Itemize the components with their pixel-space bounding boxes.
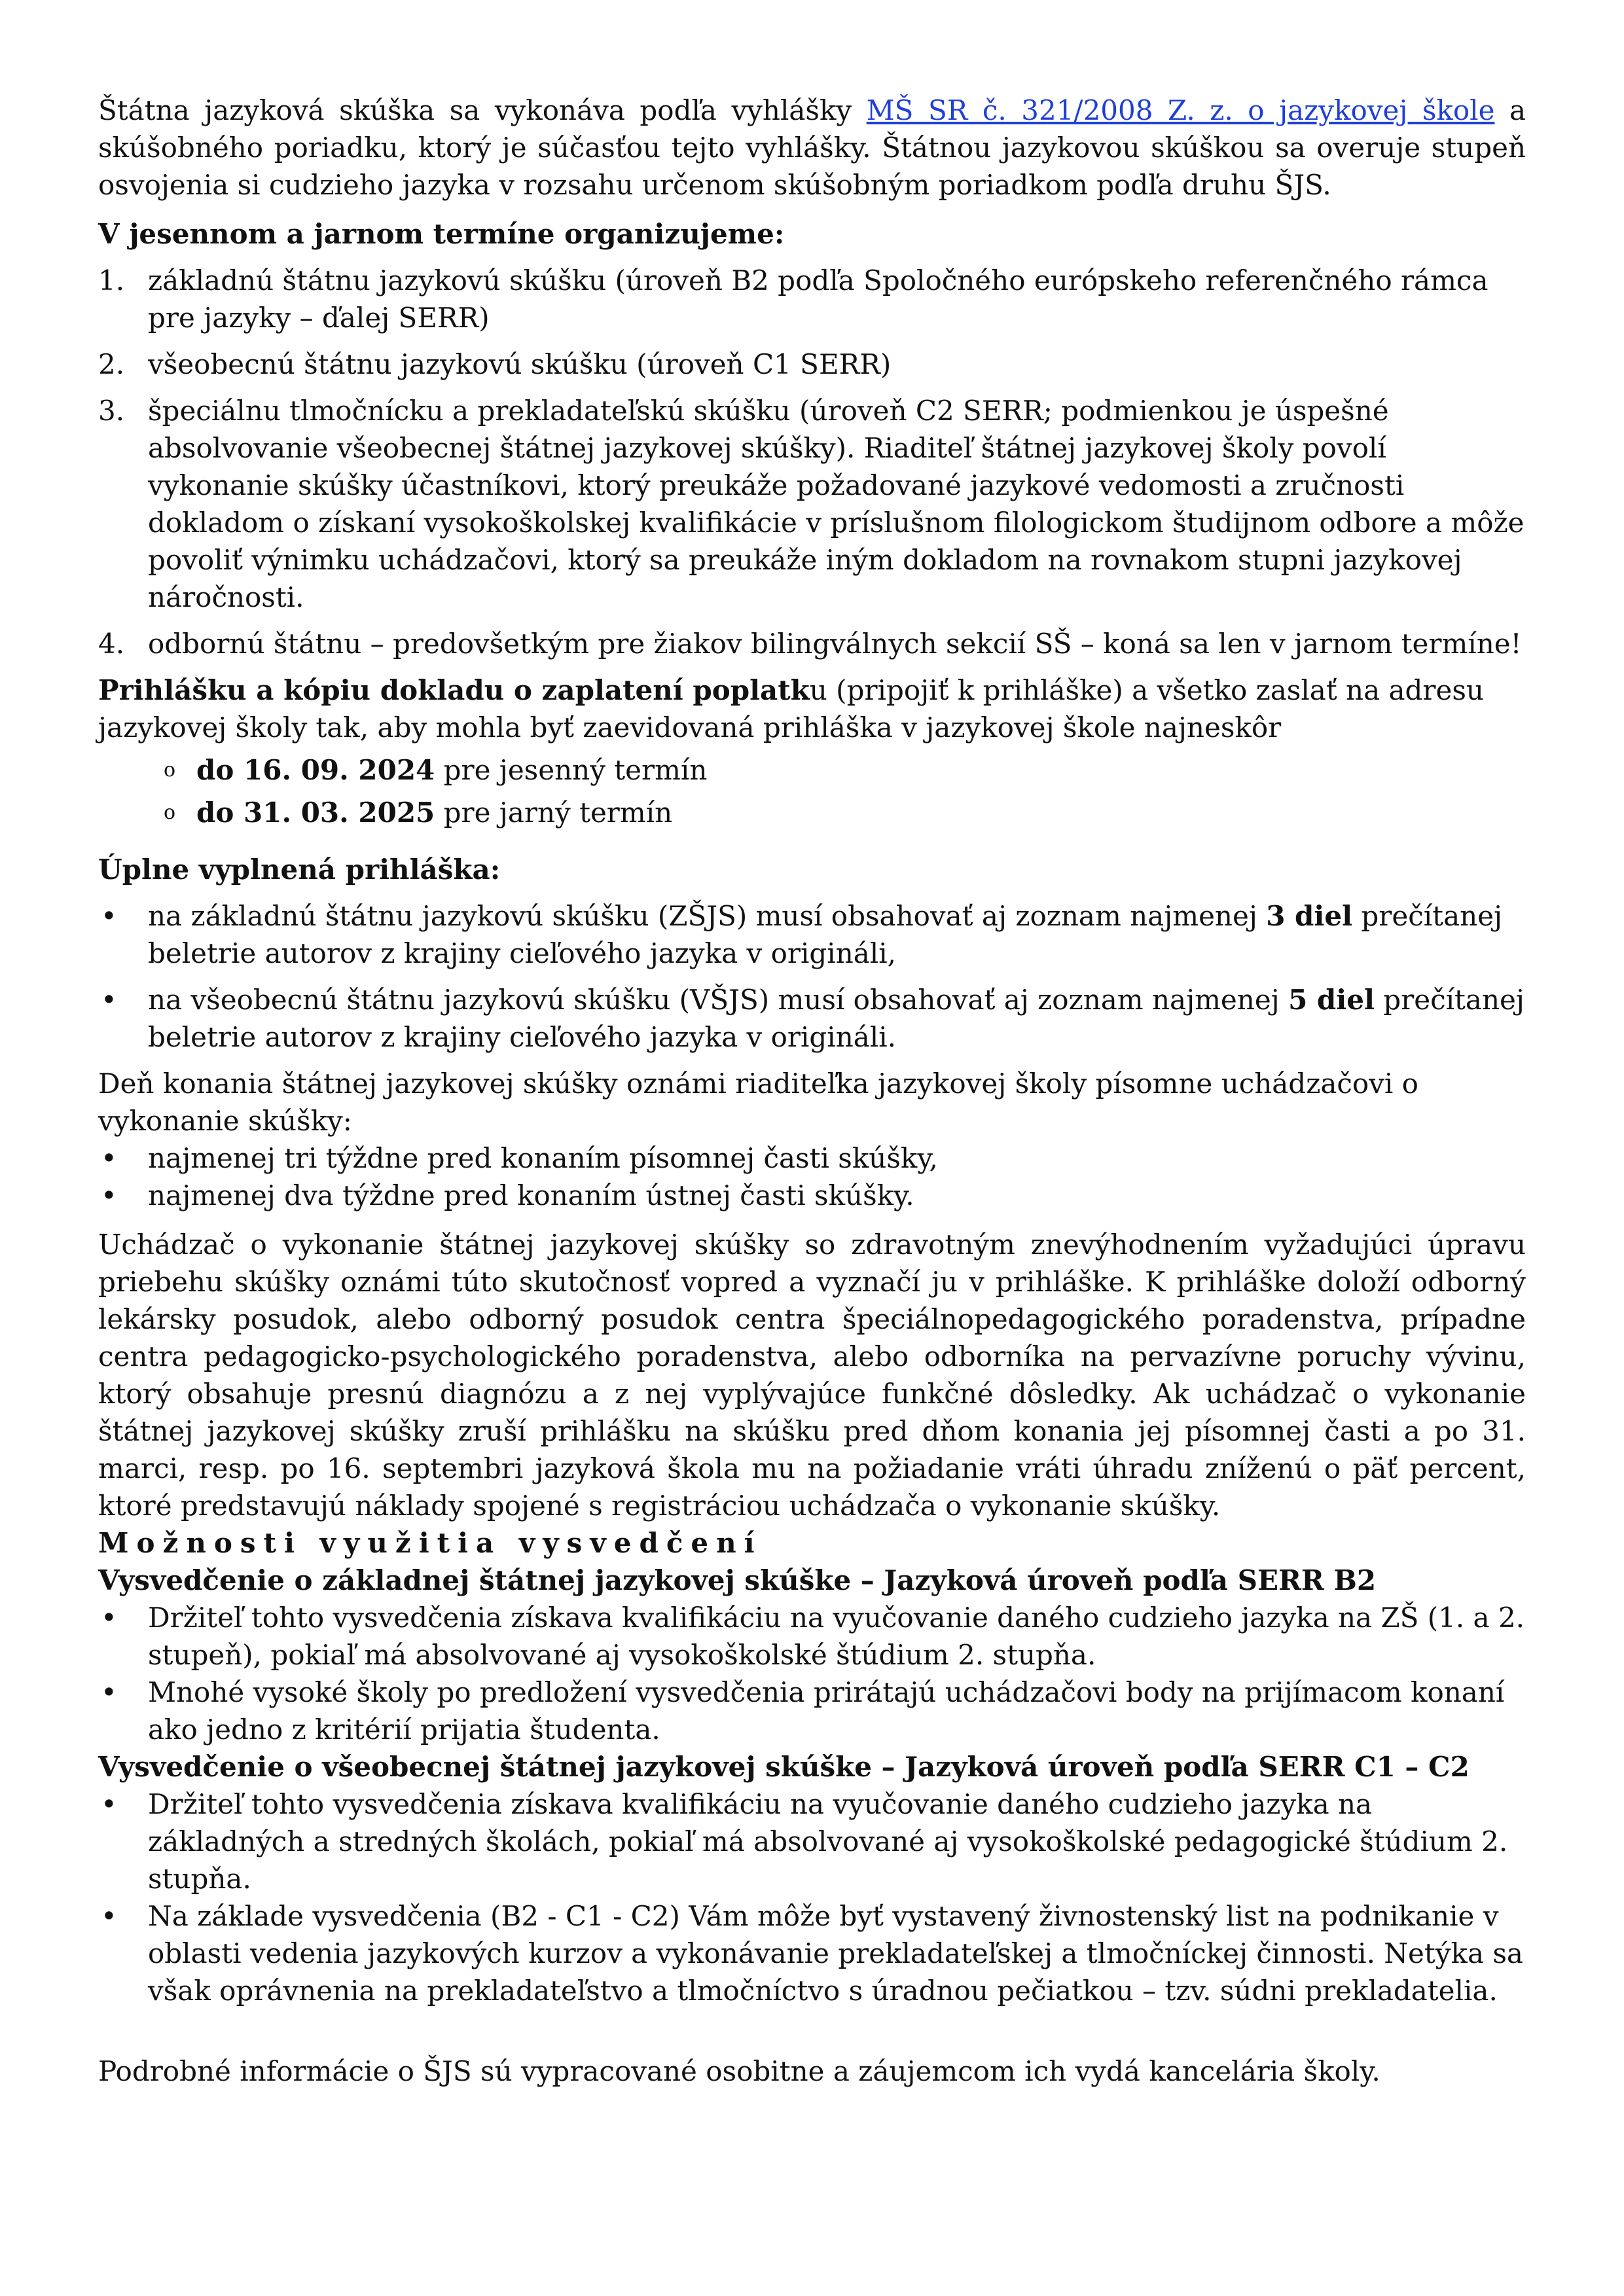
- list-item-text: najmenej dva týždne pred konaním ústnej časti skúšky.: [148, 1179, 914, 1211]
- deadline-item: [98, 794, 1526, 831]
- deadlines-list: [98, 751, 1526, 831]
- health-paragraph: Uchádzač o vykonanie štátnej jazykovej skúšky so zdravotným znevýhodnením vyžadujúci úpravu priebehu skúšky oznámi túto skutočnosť vopred a vyznačí ju v prihláške. K prihláške doloží odborný lekársky posudok, alebo odborný posudok centra špeciálnopedagogického poradenstva, prípadne centra pedagogicko-psychologického poradenstva, alebo odborníka na pervazívne poruchy vývinu, ktorý obsahuje presnú diagnózu a z nej vyplývajúce funkčné dôsledky. Ak uchádzač o vykonanie štátnej jazykovej skúšky zruší prihlášku na skúšku pred dňom konania jej písomnej časti a po 31. marci, resp. po 16. septembri jazyková škola mu na požiadanie vráti úhradu zníženú o päť percent, ktoré predstavujú náklady spojené s registráciou uchádzača o vykonanie skúšky.: [98, 1229, 1526, 1522]
- list-item-text: základnú štátnu jazykovú skúšku (úroveň B2 podľa Spoločného európskeho referenčného rámca pre jazyky – ďalej SERR): [148, 264, 1489, 334]
- list-number: 4.: [98, 628, 125, 660]
- list-item-text: Na základe vysvedčenia (B2 - C1 - C2) Vám môže byť vystavený živnostenský list na podnikanie v oblasti vedenia jazykových kurzov a vykonávanie prekladateľskej a tlmočníckej činnosti. Netýka sa však oprávnenia na prekladateľstvo a tlmočníctvo s úradnou pečiatkou – tzv. súdni prekladatelia.: [148, 1900, 1523, 2007]
- b2-heading: Vysvedčenie o základnej štátnej jazykovej skúške – Jazyková úroveň podľa SERR B2: [98, 1564, 1377, 1596]
- list-item-text: Mnohé vysoké školy po predložení vysvedčenia prirátajú uchádzačovi body na prijímacom konaní ako jedno z kritérií prijatia študenta.: [148, 1676, 1505, 1746]
- bullet-icon: •: [101, 984, 117, 1016]
- b2-list: [98, 1599, 1526, 1748]
- complete-heading: Úplne vyplnená prihláška:: [98, 853, 501, 886]
- c1-list: [98, 1785, 1526, 2009]
- bullet-icon: •: [101, 1900, 117, 1932]
- list-item: [98, 897, 1526, 972]
- deadline-date: do 31. 03. 2025: [196, 797, 435, 829]
- bullet-icon: •: [101, 1602, 117, 1634]
- list-item-text: prečítanej beletrie autorov z krajiny cieľového jazyka v origináli,: [148, 900, 1503, 969]
- list-item-text: odbornú štátnu – predovšetkým pre žiakov bilingválnych sekcií SŠ – koná sa len v jarnom termíne!: [148, 628, 1522, 660]
- exam-types-list: [98, 262, 1526, 662]
- application-bold: Prihlášku a kópiu dokladu o zaplatení poplatk: [98, 674, 810, 706]
- list-item-text: všeobecnú štátnu jazykovú skúšku (úroveň C1 SERR): [148, 348, 892, 380]
- deadline-item: [98, 751, 1526, 789]
- bullet-icon: •: [101, 1788, 117, 1820]
- list-item: [98, 1897, 1526, 2009]
- circle-bullet-icon: o: [164, 801, 176, 824]
- application-rest: u (pripojiť k prihláške) a všetko zaslať na adresu jazykovej školy tak, aby mohla byť zaevidovaná prihláška v jazykovej škole najneskôr: [98, 674, 1484, 744]
- c1-heading: Vysvedčenie o všeobecnej štátnej jazykovej skúške – Jazyková úroveň podľa SERR C1 – C2: [98, 1751, 1470, 1783]
- deadline-label: pre jesenný termín: [435, 754, 708, 786]
- list-item: [98, 625, 1526, 662]
- list-item: [98, 1785, 1526, 1897]
- list-item-text: najmenej tri týždne pred konaním písomnej časti skúšky,: [148, 1142, 938, 1174]
- circle-bullet-icon: o: [164, 759, 176, 781]
- list-item: [98, 1139, 1526, 1177]
- list-item: [98, 1177, 1526, 1214]
- list-item: [98, 262, 1526, 336]
- list-item-bold: 5 diel: [1288, 984, 1375, 1016]
- list-item-text: prečítanej beletrie autorov z krajiny cieľového jazyka v origináli.: [148, 984, 1525, 1053]
- usage-heading: Možnosti využitia vysvedčení: [98, 1527, 763, 1559]
- list-item: [98, 346, 1526, 383]
- intro-text-after: a skúšobného poriadku, ktorý je súčasťou tejto vyhlášky. Štátnou jazykovou skúškou sa overuje stupeň osvojenia si cudzieho jazyka v rozsahu určenom skúšobným poriadkom podľa druhu ŠJS.: [98, 94, 1526, 201]
- complete-application-list: [98, 897, 1526, 1056]
- announce-list: [98, 1139, 1526, 1214]
- terms-heading: V jesennom a jarnom termíne organizujeme:: [98, 218, 785, 250]
- intro-text-before: Štátna jazyková skúška sa vykonáva podľa vyhlášky: [98, 94, 867, 126]
- deadline-date: do 16. 09. 2024: [196, 754, 435, 786]
- list-item-text: na všeobecnú štátnu jazykovú skúšku (VŠJS) musí obsahovať aj zoznam najmenej: [148, 984, 1289, 1016]
- list-item-text: Držiteľ tohto vysvedčenia získava kvalifikáciu na vyučovanie daného cudzieho jazyka na základných a stredných školách, pokiaľ má absolvované aj vysokoškolské pedagogické štúdium 2. stupňa.: [148, 1788, 1508, 1895]
- intro-paragraph: [98, 92, 1526, 204]
- list-item: [98, 1674, 1526, 1748]
- announce-paragraph: Deň konania štátnej jazykovej skúšky oznámi riaditeľka jazykovej školy písomne uchádzačovi o vykonanie skúšky:: [98, 1067, 1418, 1137]
- list-item-text: Držiteľ tohto vysvedčenia získava kvalifikáciu na vyučovanie daného cudzieho jazyka na ZŠ (1. a 2. stupeň), pokiaľ má absolvované aj vysokoškolské štúdium 2. stupňa.: [148, 1602, 1525, 1671]
- deadline-label: pre jarný termín: [435, 797, 673, 829]
- bullet-icon: •: [101, 1142, 117, 1174]
- list-item-text: na základnú štátnu jazykovú skúšku (ZŠJS) musí obsahovať aj zoznam najmenej: [148, 900, 1267, 932]
- bullet-icon: •: [101, 900, 117, 932]
- application-paragraph: [98, 672, 1526, 746]
- list-number: 2.: [98, 348, 125, 380]
- list-item: [98, 1599, 1526, 1674]
- document-body: [98, 92, 1526, 2090]
- bullet-icon: •: [101, 1676, 117, 1708]
- footer-note: Podrobné informácie o ŠJS sú vypracované osobitne a záujemcom ich vydá kancelária školy.: [98, 2055, 1380, 2087]
- list-item-bold: 3 diel: [1266, 900, 1353, 932]
- list-item: [98, 392, 1526, 616]
- list-number: 1.: [98, 264, 125, 296]
- list-item: [98, 981, 1526, 1056]
- list-item-text: špeciálnu tlmočnícku a prekladateľskú skúšku (úroveň C2 SERR; podmienkou je úspešné absolvovanie všeobecnej štátnej jazykovej skúšky). Riaditeľ štátnej jazykovej školy povolí vykonanie skúšky účastníkovi, ktorý preukáže požadované jazykové vedomosti a zručnosti dokladom o získaní vysokoškolskej kvalifikácie v príslušnom filologickom študijnom odbore a môže povoliť výnimku uchádzačovi, ktorý sa preukáže iným dokladom na rovnakom stupni jazykovej náročnosti.: [148, 395, 1525, 613]
- regulation-link[interactable]: MŠ SR č. 321/2008 Z. z. o jazykovej škole: [866, 94, 1495, 126]
- list-number: 3.: [98, 395, 125, 427]
- bullet-icon: •: [101, 1179, 117, 1211]
